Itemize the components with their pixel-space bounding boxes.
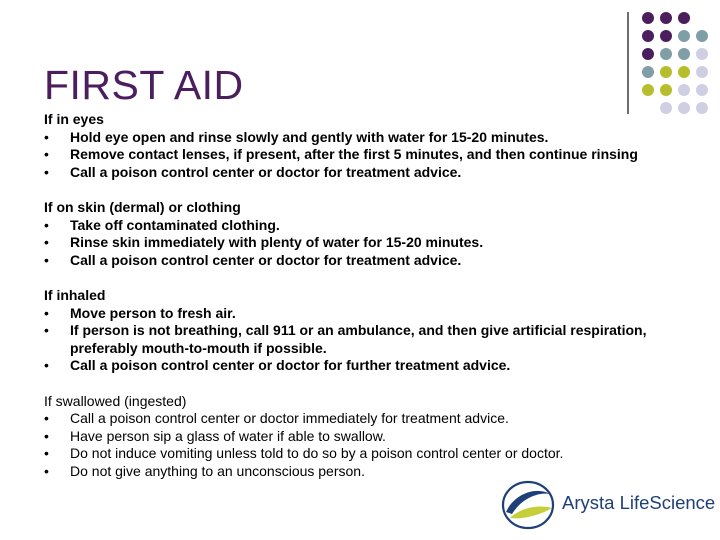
decor-dot [678,12,690,24]
decor-dot [642,30,654,42]
decor-dot [696,30,708,42]
section-inhaled [44,287,674,375]
decor-dot [642,66,654,78]
decor-dot [660,84,672,96]
bullet-list [44,129,674,182]
decor-dot [642,84,654,96]
logo-wordmark: Arysta LifeScience [562,492,716,513]
decor-dot [696,48,708,60]
section-heading: If inhaled [44,286,106,303]
list-item: • Take off contaminated clothing. [44,217,674,235]
list-item: • Do not induce vomiting unless told to do so by a poison control center or doctor. [44,445,674,463]
first-aid-content [44,111,674,498]
slide-title: FIRST AID [44,62,244,108]
list-item: • Call a poison control center or doctor for treatment advice. [44,164,674,182]
list-item: • Remove contact lenses, if present, after the first 5 minutes, and then continue rinsing [44,146,674,164]
decor-dot [660,66,672,78]
list-item: • Call a poison control center or doctor for treatment advice. [44,252,674,270]
decor-dot [678,30,690,42]
list-item: • Move person to fresh air. [44,305,674,323]
arysta-swoosh-icon [498,474,560,534]
decor-dot [696,84,708,96]
section-heading: If swallowed (ingested) [44,392,187,409]
section-heading: If on skin (dermal) or clothing [44,198,241,215]
list-item: • Call a poison control center or doctor for further treatment advice. [44,357,674,375]
section-eyes [44,111,674,181]
list-item: • Rinse skin immediately with plenty of water for 15-20 minutes. [44,234,674,252]
bullet-list [44,410,674,480]
decor-dot [642,48,654,60]
list-item: • Do not give anything to an unconscious person. [44,463,674,481]
section-skin [44,199,674,269]
decor-dot [660,30,672,42]
decor-dot [678,84,690,96]
list-item: • Hold eye open and rinse slowly and gently with water for 15-20 minutes. [44,129,674,147]
decor-dot [678,48,690,60]
arysta-logo [498,474,716,534]
section-swallowed [44,393,674,481]
decor-dot [660,48,672,60]
decor-dot-grid [640,10,720,120]
decor-dot [642,12,654,24]
list-item: • Have person sip a glass of water if able to swallow. [44,428,674,446]
decor-dot [696,66,708,78]
decor-dot [660,12,672,24]
decor-dot [696,102,708,114]
decor-dot [678,102,690,114]
list-item: • If person is not breathing, call 911 or an ambulance, and then give artificial respiration, preferably mouth-to-mouth if possible. [44,322,674,357]
decor-divider-line [627,12,629,114]
list-item: • Call a poison control center or doctor immediately for treatment advice. [44,410,674,428]
decor-dot [678,66,690,78]
section-heading: If in eyes [44,111,104,127]
bullet-list [44,305,674,375]
bullet-list [44,217,674,270]
